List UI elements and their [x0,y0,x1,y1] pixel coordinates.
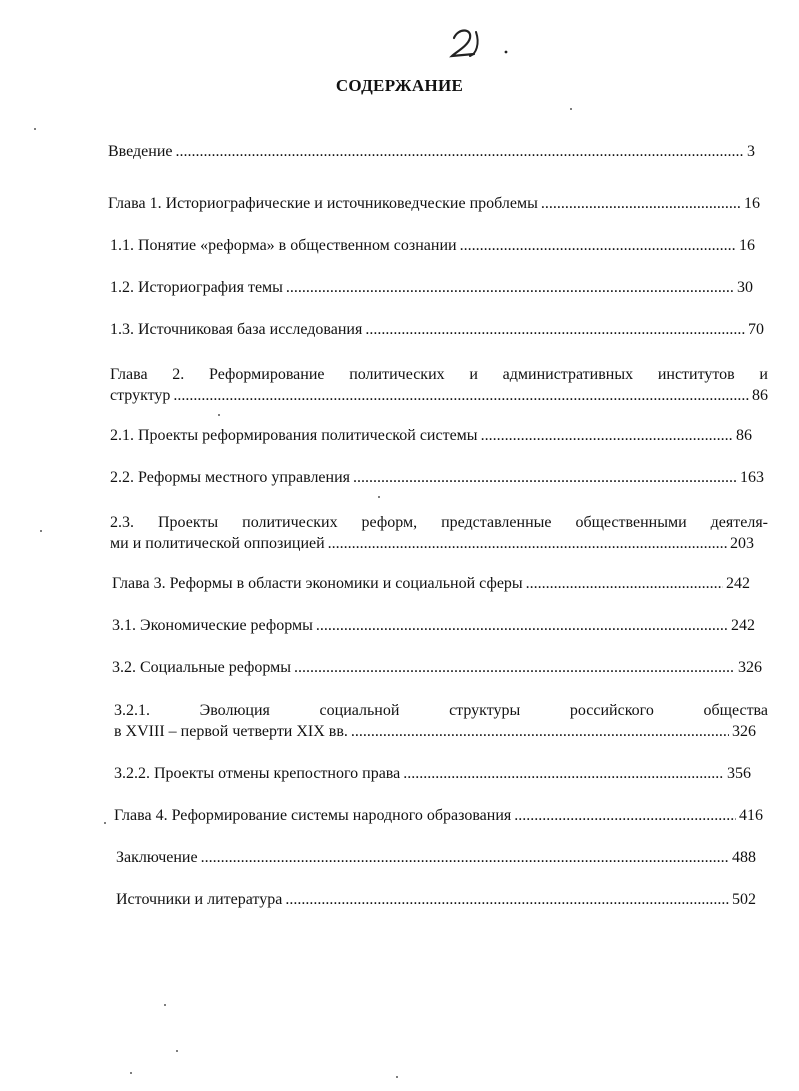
toc-page-number: 16 [744,195,760,212]
toc-entry-chapter-3 [112,574,750,594]
toc-page-number: 326 [738,659,762,676]
toc-page-number: 203 [730,535,754,552]
toc-entry-3-2 [112,658,762,678]
toc-label: 3.2.2. Проекты отмены крепостного права [114,765,401,782]
toc-page-number: 16 [739,237,755,254]
toc-leader [481,426,733,446]
toc-entry-2-1 [110,426,752,446]
scan-speck [570,108,572,110]
toc-page-number: 242 [726,575,750,592]
toc-label: Введение [108,143,173,160]
toc-label-line1: 2.3. Проекты политических реформ, представленные общественными деятеля- [110,514,768,531]
toc-page-number: 356 [727,765,751,782]
toc-label: 2.2. Реформы местного управления [110,469,351,486]
toc-label: 3.1. Экономические реформы [112,617,313,634]
toc-label: 1.2. Историография темы [110,279,283,296]
toc-page-number: 3 [747,143,755,160]
toc-page-number: 416 [739,807,763,824]
toc-page-number: 30 [737,279,753,296]
toc-entry-2-3 [110,512,768,554]
toc-page-number: 86 [752,387,768,404]
toc-entry-3-2-2 [114,764,751,784]
toc-label-line2-row [114,721,768,742]
toc-entry-chapter-1 [108,194,760,214]
toc-page-number: 70 [748,321,764,338]
toc-entry-1-1 [110,236,755,256]
toc-page-number: 488 [732,849,756,866]
toc-label: 3.2. Социальные реформы [112,659,292,676]
toc-label-line2: ми и политической оппозицией [110,535,325,552]
toc-leader [351,721,729,742]
toc-leader [328,533,727,554]
toc-leader [403,764,724,784]
toc-label: Глава 3. Реформы в области экономики и социальной сферы [112,575,523,592]
toc-leader [173,385,749,406]
toc-entry-intro [108,142,755,162]
toc-leader [294,658,735,678]
toc-entry-sources [116,890,756,910]
toc-page-number: 242 [731,617,755,634]
toc-leader [541,194,741,214]
toc-label-line2-row [110,533,768,554]
toc-label-line2: в XVIII – первой четверти XIX вв. [114,723,348,740]
toc-label-line2-row [110,385,768,406]
scan-speck [34,128,36,130]
toc-entry-chapter-4 [114,806,763,826]
toc-entry-3-2-1 [114,700,768,742]
scan-speck [130,1072,132,1074]
toc-label: 1.1. Понятие «реформа» в общественном сознании [110,237,457,254]
toc-leader [316,616,728,636]
toc-entry-conclusion [116,848,756,868]
toc-leader [176,142,745,162]
scan-speck [164,1004,166,1006]
toc-leader [460,236,736,256]
toc-leader [365,320,745,340]
toc-page-number: 326 [732,723,756,740]
scan-speck [104,822,106,824]
toc-page-number: 502 [732,891,756,908]
toc-label: Источники и литература [116,891,283,908]
toc-entry-chapter-2 [110,364,768,406]
toc-entry-1-3 [110,320,764,340]
scan-speck [40,530,42,532]
page-title: СОДЕРЖАНИЕ [335,76,464,95]
toc-leader [353,468,737,488]
toc-leader [285,890,729,910]
toc-page-number: 86 [736,427,752,444]
toc-entry-3-1 [112,616,755,636]
scan-speck [378,496,380,498]
toc-leader [286,278,734,298]
toc-label: Глава 4. Реформирование системы народного образования [114,807,512,824]
toc-entry-1-2 [110,278,753,298]
toc-label: Глава 1. Историографические и источниковедческие проблемы [108,195,538,212]
scan-speck [176,1050,178,1052]
toc-page-number: 163 [740,469,764,486]
toc-label-line1: 3.2.1. Эволюция социальной структуры российского общества [114,702,768,719]
toc-leader [201,848,729,868]
handwritten-page-number [440,20,520,60]
toc-leader [514,806,736,826]
toc-label: 2.1. Проекты реформирования политической системы [110,427,478,444]
scan-speck [218,414,220,416]
toc-entry-2-2 [110,468,764,488]
toc-label-line2: структур [110,387,171,404]
scan-speck [396,1076,398,1078]
toc-leader [526,574,723,594]
toc-label-line1: Глава 2. Реформирование политических и административных институтов и [110,366,768,383]
toc-label: 1.3. Источниковая база исследования [110,321,363,338]
toc-label: Заключение [116,849,198,866]
